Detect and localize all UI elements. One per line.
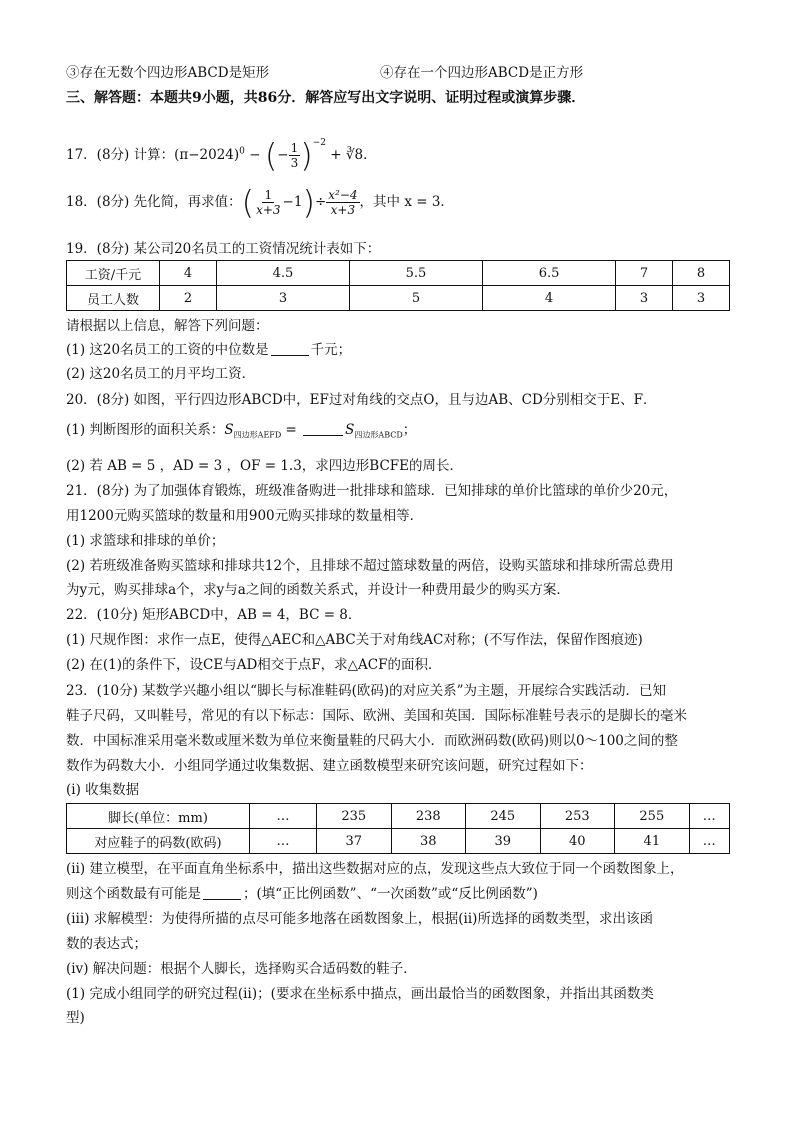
q17-prefix: 17．(8分) 计算：	[66, 147, 175, 163]
option-4: ④存在一个四边形ABCD是正方形	[380, 65, 584, 81]
q18-den2: x+3	[330, 203, 356, 217]
answer-blank[interactable]	[271, 341, 309, 356]
q18-num1: 1	[264, 188, 273, 202]
q23-step4: (ⅳ) 解决问题：根据个人脚长，选择购买合适码数的鞋子．	[66, 961, 417, 977]
option-3: ③存在无数个四边形ABCD是矩形	[66, 65, 270, 81]
q17-den: 3	[290, 156, 299, 170]
q17-base: (π−2024)	[174, 147, 240, 163]
table-cell: 4.5	[216, 261, 349, 286]
answer-blank[interactable]	[303, 421, 343, 436]
table-row	[67, 829, 730, 854]
q20-eq: =	[281, 422, 302, 438]
q17-fraction	[289, 141, 301, 170]
q20-s1: S	[224, 422, 234, 438]
q18-num2: x²−4	[328, 188, 358, 202]
q20-p1-end: ；	[402, 422, 417, 438]
q23-step1: (ⅰ) 收集数据	[66, 782, 140, 798]
q23-shoe-table	[66, 803, 730, 854]
table-cell: 2	[160, 286, 217, 311]
q20-s2-sub: 四边形ABCD	[354, 430, 403, 440]
q19-part1	[66, 340, 351, 360]
q23-step3a: (ⅲ) 求解模型：为使得所描的点尽可能多地落在函数图象上，根据(ⅱ)所选择的函数类型，求出该函	[66, 911, 653, 927]
table-cell: 3	[616, 286, 673, 311]
table-cell: 员工人数	[67, 286, 160, 311]
q23-line4: 数作为码数大小．小组同学通过收集数据、建立函数模型来研究该问题，研究过程如下：	[66, 758, 593, 774]
table-cell: 253	[540, 804, 615, 829]
q19-intro: 19．(8分) 某公司20名员工的工资情况统计表如下：	[66, 241, 381, 257]
answer-blank[interactable]	[203, 885, 241, 900]
q23-line1: 23．(10分) 某数学兴趣小组以“脚长与标准鞋码(欧码)的对应关系”为主题，开展综合实践活动．已知	[66, 683, 667, 699]
table-row	[67, 286, 730, 311]
question-18	[66, 183, 454, 222]
q19-salary-table	[66, 260, 730, 311]
q18-minus1: −1	[282, 194, 303, 210]
q22-part1: (1) 尺规作图：求作一点E，使得△AEC和△ABC关于对角线AC对称；(不写作法，保留作图痕迹)	[66, 632, 643, 648]
q21-part2b: 为y元，购买排球a个，求y与a之间的函数关系式，并设计一种费用最少的购买方案．	[66, 582, 570, 598]
q21-intro: 21．(8分) 为了加强体育锻炼，班级准备购进一批排球和篮球．已知排球的单价比篮球的单价少20元，	[66, 483, 678, 499]
q17-neg: −	[277, 147, 289, 163]
table-cell: 37	[317, 829, 392, 854]
q22-part2: (2) 在(1)的条件下，设CE与AD相交于点F，求△ACF的面积．	[66, 657, 442, 673]
q18-frac2	[326, 188, 359, 217]
q18-frac1	[254, 188, 282, 217]
table-cell: 3	[216, 286, 349, 311]
table-cell: …	[689, 804, 729, 829]
table-cell: 5	[349, 286, 482, 311]
table-cell: 39	[466, 829, 541, 854]
table-cell: 3	[673, 286, 730, 311]
table-cell: 255	[615, 804, 690, 829]
q17-plus: +	[326, 147, 346, 163]
table-cell: 7	[616, 261, 673, 286]
table-cell: 238	[391, 804, 466, 829]
q23-step2a: (ⅱ) 建立模型，在平面直角坐标系中，描出这些数据对应的点，发现这些点大致位于同一个函数图象上，	[66, 861, 684, 877]
table-cell: …	[250, 829, 317, 854]
q20-intro: 20．(8分) 如图，平行四边形ABCD中，EF过对角线的交点O，且与边AB、CD分别相交于E、F．	[66, 392, 657, 408]
table-cell: 40	[540, 829, 615, 854]
q23-step2b	[66, 884, 538, 904]
q21-part1: (1) 求篮球和排球的单价；	[66, 533, 225, 549]
q18-div: ÷	[314, 194, 327, 210]
q17-num: 1	[290, 141, 299, 155]
q19-p1-text: (1) 这20名员工的工资的中位数是	[66, 342, 269, 358]
table-cell: 工资/千元	[67, 261, 160, 286]
q19-after: 请根据以上信息，解答下列问题：	[66, 318, 269, 334]
table-row	[67, 261, 730, 286]
q23-ask1b: 型)	[66, 1010, 85, 1026]
q17-rparen: )	[300, 136, 313, 175]
q20-part2: (2) 若 AB = 5 ，AD = 3 ，OF = 1.3，求四边形BCFE的周长．	[66, 458, 464, 474]
table-cell: 4	[160, 261, 217, 286]
q20-p1-text: (1) 判断图形的面积关系：	[66, 422, 225, 438]
table-row	[67, 804, 730, 829]
q18-prefix: 18．(8分) 先化简，再求值：	[66, 194, 242, 210]
table-cell: 8	[673, 261, 730, 286]
section-3-header: 三、解答题：本题共9小题，共86分．解答应写出文字说明、证明过程或演算步骤．	[66, 90, 586, 106]
q17-end: ．	[363, 147, 377, 163]
q17-minus: −	[244, 147, 265, 163]
q18-suffix: ，其中 x = 3．	[359, 194, 454, 210]
q18-lparen: (	[241, 183, 255, 222]
q23-step3b: 数的表达式；	[66, 936, 147, 952]
table-cell: …	[689, 829, 729, 854]
q18-den1: x+3	[256, 203, 281, 217]
q23-step2b-text: 则这个函数最有可能是	[66, 886, 201, 902]
q17-exp-neg2: −2	[312, 138, 327, 148]
table-cell: …	[250, 804, 317, 829]
q20-s1-sub: 四边形AEFD	[233, 430, 282, 440]
table-cell: 38	[391, 829, 466, 854]
q23-step2b-hint: ；(填“正比例函数”、“一次函数”或“反比例函数”)	[243, 886, 538, 902]
q23-ask1a: (1) 完成小组同学的研究过程(ⅱ)；(要求在坐标系中描点，画出最恰当的函数图象，并指出其函数类	[66, 986, 654, 1002]
q21-part2: (2) 若班级准备购买篮球和排球共12个，且排球不超过篮球数量的两倍，设购买篮球和排球所需总费用	[66, 558, 674, 574]
q21-intro2: 用1200元购买篮球的数量和用900元购买排球的数量相等．	[66, 508, 424, 524]
q19-p1-unit: 千元；	[310, 342, 352, 358]
table-cell: 245	[466, 804, 541, 829]
q20-part1	[66, 420, 416, 446]
q17-lparen: (	[264, 136, 278, 175]
table-cell: 对应鞋子的码数(欧码)	[67, 829, 250, 854]
q20-s2: S	[345, 422, 355, 438]
table-cell: 41	[615, 829, 690, 854]
q22-intro: 22．(10分) 矩形ABCD中，AB = 4，BC = 8．	[66, 607, 362, 623]
q23-line2: 鞋子尺码，又叫鞋号，常见的有以下标志：国际、欧洲、美国和英国．国际标准鞋号表示的是脚长的毫米	[66, 708, 687, 724]
table-cell: 235	[317, 804, 392, 829]
q18-rparen: )	[302, 183, 315, 222]
table-cell: 6.5	[483, 261, 616, 286]
question-17	[66, 128, 377, 175]
table-cell: 脚长(单位：mm)	[67, 804, 250, 829]
q17-cube-root: ∛8	[345, 147, 364, 163]
table-cell: 5.5	[349, 261, 482, 286]
q19-part2: (2) 这20名员工的月平均工资．	[66, 366, 256, 382]
q17-exp0: 0	[239, 146, 245, 157]
table-cell: 4	[483, 286, 616, 311]
q23-line3: 数．中国标准采用毫米数或厘米数为单位来衡量鞋的尺码大小．而欧洲码数(欧码)则以0～100之间的整	[66, 733, 678, 749]
